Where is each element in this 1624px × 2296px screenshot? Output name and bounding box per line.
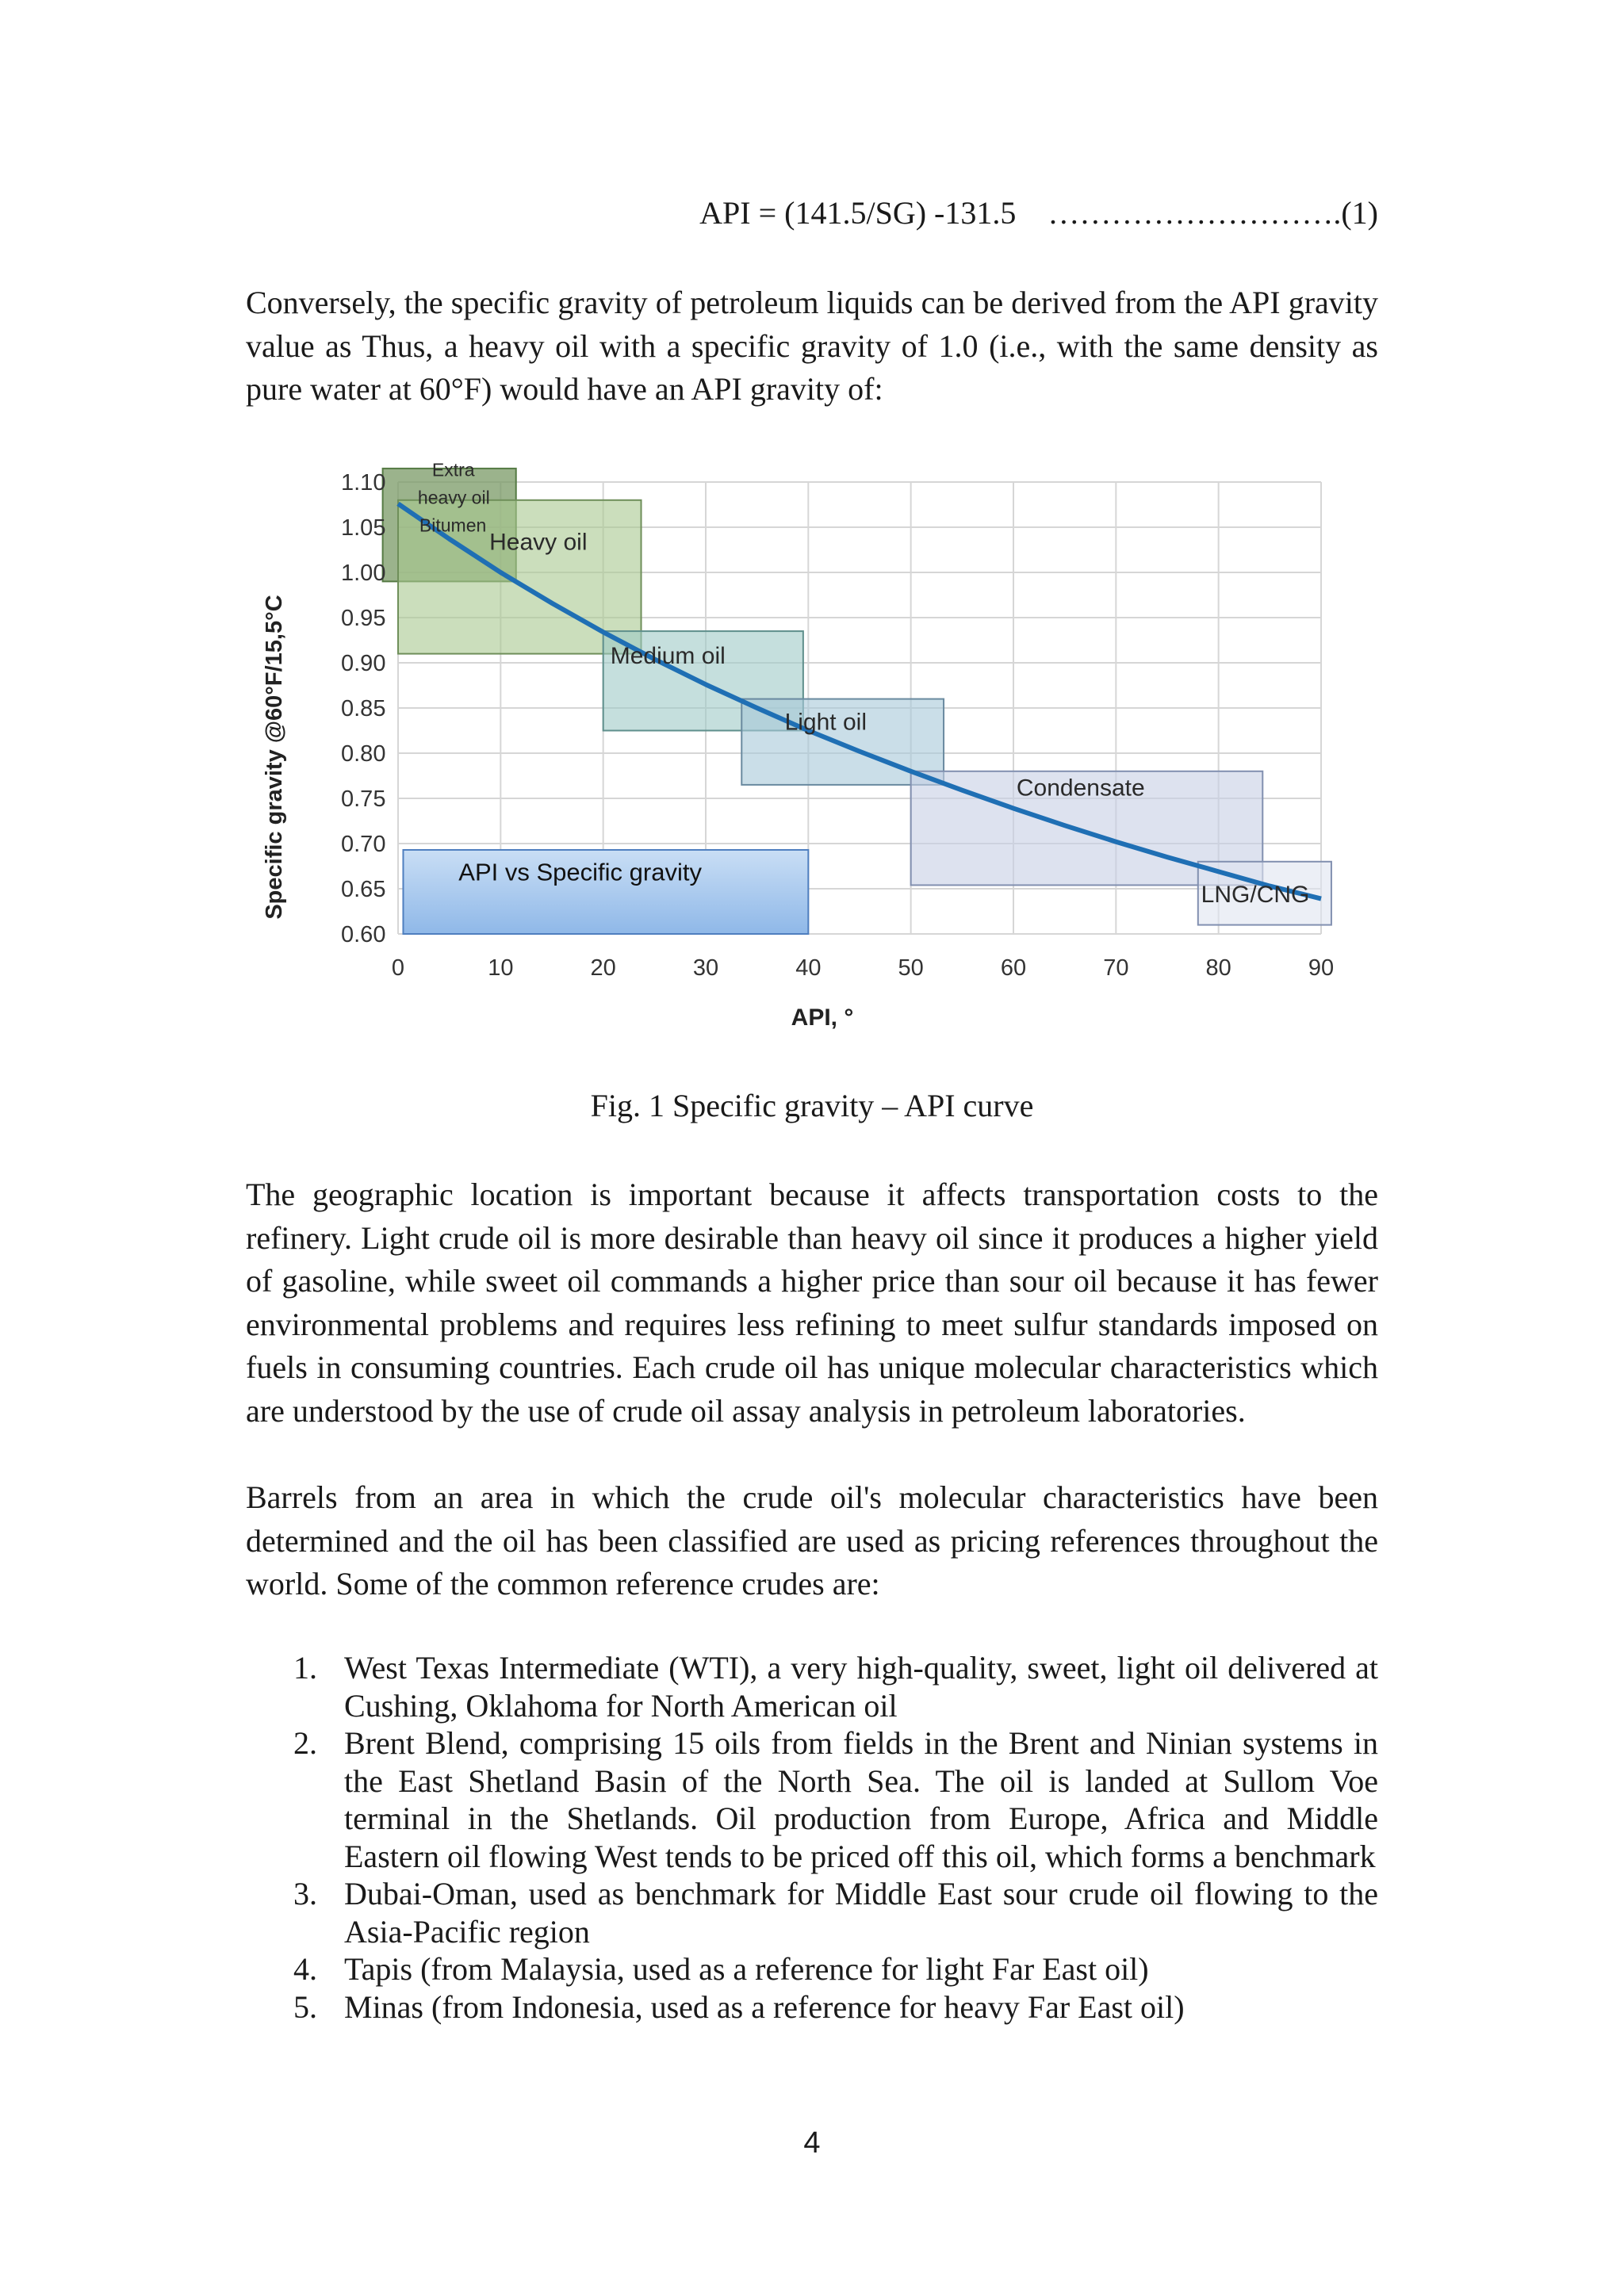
x-tick-label: 90 (1308, 955, 1335, 981)
y-tick-label: 0.80 (341, 741, 386, 767)
paragraph-reference-crudes: Barrels from an area in which the crude oil's molecular characteristics have been determined and the oil has been classified are used as pricing references throughout the world. Some of the common reference crudes are: (246, 1479, 1378, 1601)
region-label: Extra heavy oil Bitumen (417, 459, 490, 536)
api-specific-gravity-chart (246, 452, 1372, 1054)
x-tick-label: 70 (1103, 955, 1129, 981)
y-tick-label: 1.05 (341, 515, 386, 541)
y-tick-label: 0.65 (341, 877, 386, 902)
x-tick-label: 10 (488, 955, 514, 981)
y-tick-label: 0.60 (341, 922, 386, 947)
paragraph-specific-gravity: Conversely, the specific gravity of petroleum liquids can be derived from the API gravity value as Thus, a heavy oil with a specific gravity of 1.0 (i.e., with the same density as pure water at 60°F) would have an API gravity of: (246, 285, 1378, 407)
y-tick-label: 0.85 (341, 696, 386, 721)
y-tick-label: 0.90 (341, 651, 386, 676)
title-box-label: API vs Specific gravity (458, 858, 702, 886)
region-label: LNG/CNG (1201, 882, 1310, 909)
reference-crudes-list (285, 1649, 1378, 2026)
equation-formula: API = (141.5/SG) -131.5 (699, 195, 1017, 231)
y-tick-label: 0.75 (341, 786, 386, 812)
y-tick-label: 0.70 (341, 832, 386, 857)
y-axis-label: Specific gravity @60°F/15,5°C (262, 595, 287, 920)
x-axis-label: API, ° (791, 1004, 854, 1031)
region-label: Medium oil (610, 643, 726, 670)
x-tick-label: 40 (795, 955, 822, 981)
list-item: 1. West Texas Intermediate (WTI), a very high-quality, sweet, light oil delivered at Cushing, Oklahoma for North American oil (293, 1650, 1378, 1724)
list-item: 2. Brent Blend, comprising 15 oils from fields in the Brent and Ninian systems in the East Shetland Basin of the North Sea. The oil is landed at Sullom Voe terminal in the Shetlands. Oil production from Europe, Africa and Middle Eastern oil flowing West tends to be priced off this oil, which forms a benchmark (293, 1725, 1378, 1874)
list-item: 5. Minas (from Indonesia, used as a reference for heavy Far East oil) (293, 1988, 1185, 2025)
x-tick-label: 60 (1000, 955, 1027, 981)
y-tick-label: 0.95 (341, 606, 386, 631)
y-tick-label: 1.10 (341, 470, 386, 496)
x-tick-label: 30 (692, 955, 719, 981)
list-item: 3. Dubai-Oman, used as benchmark for Middle East sour crude oil flowing to the Asia-Pacific region (293, 1876, 1378, 1950)
x-tick-label: 80 (1205, 955, 1231, 981)
region-label: Condensate (1016, 775, 1145, 802)
api-equation (246, 192, 1378, 235)
region-label: Light oil (784, 709, 867, 736)
equation-number: ……………………….(1) (1048, 195, 1378, 231)
x-tick-label: 50 (898, 955, 924, 981)
x-tick-label: 20 (590, 955, 616, 981)
page-number: 4 (803, 2126, 821, 2160)
region-label: Heavy oil (489, 529, 588, 556)
figure-caption: Fig. 1 Specific gravity – API curve (590, 1088, 1034, 1123)
x-tick-label: 0 (391, 955, 405, 981)
y-tick-label: 1.00 (341, 561, 386, 586)
paragraph-geographic-location: The geographic location is important because it affects transportation costs to the refinery. Light crude oil is more desirable than heavy oil since it produces a higher yield of gasoline, while sweet oil commands a higher price than sour oil because it has fewer environmental problems and requires less refining to meet sulfur standards imposed on fuels in consuming countries. Each crude oil has unique molecular characteristics which are understood by the use of crude oil assay analysis in petroleum laboratories. (246, 1177, 1378, 1429)
list-item: 4. Tapis (from Malaysia, used as a reference for light Far East oil) (293, 1951, 1149, 1987)
